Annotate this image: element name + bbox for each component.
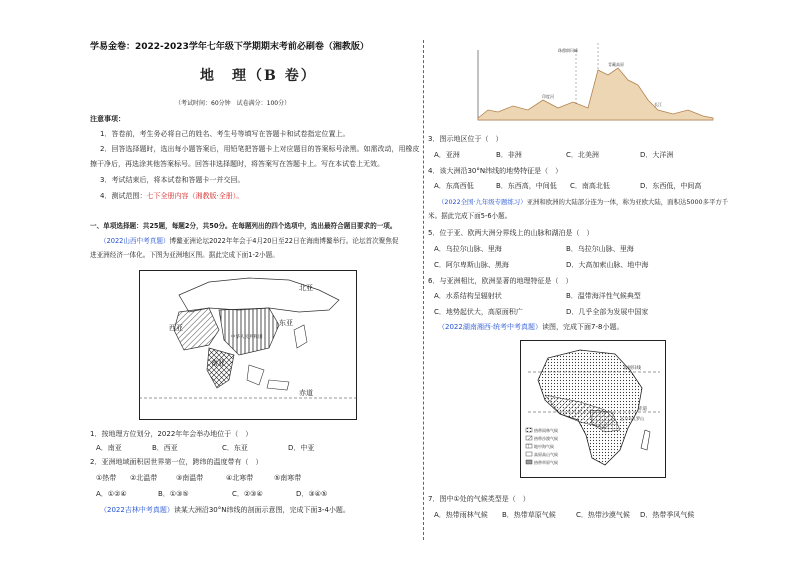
label-tropic: 北回归线 <box>623 366 641 371</box>
context2-source: （2022吉林中考真题） <box>100 506 174 514</box>
profile-label-b: 青藏高原 <box>608 62 624 67</box>
q5-option-b[interactable]: B．乌拉尔山脉、里海 <box>566 245 634 253</box>
q5-option-d[interactable]: D．大高加索山脉、地中海 <box>566 261 649 269</box>
africa-map <box>520 340 666 478</box>
context4-text: 读图，完成下面7-8小题。 <box>542 323 624 331</box>
q4-stem: 4．该大洲沿30°N纬线的地势特征是（ ） <box>428 167 563 175</box>
q1-option-d[interactable]: D．中亚 <box>288 444 315 452</box>
legend-item-4: 高原高山气候 <box>534 452 558 457</box>
q7-option-c[interactable]: C．热带沙漠气候 <box>576 511 630 519</box>
q5-stem: 5．位于亚、欧两大洲分界线上的山脉和湖泊是（ ） <box>428 229 594 237</box>
label-south-asia: 南亚 <box>211 359 225 367</box>
notice-item-4 <box>100 192 243 201</box>
context1-source: （2022山西中考真题） <box>100 237 170 245</box>
q1-option-c[interactable]: C．东亚 <box>222 444 248 452</box>
profile-label-peak: 珠穆朗玛峰 <box>558 48 578 53</box>
context3-line2: 米。据此完成下面5-6小题。 <box>428 212 512 220</box>
q2-item-3: ③南温带 <box>176 474 204 482</box>
context1-line2: 进亚洲经济一体化。下图为亚洲地区图。据此完成下面1-2小题。 <box>90 251 279 259</box>
notice-item-1: 1．答卷前，考生务必将自己的姓名、考生号等填写在答题卡和试卷指定位置上。 <box>100 130 350 138</box>
q1-option-b[interactable]: B．西亚 <box>152 444 178 452</box>
q2-item-5: ⑤南寒带 <box>274 474 302 482</box>
context3-line1 <box>438 198 728 207</box>
q1-stem: 1．按地理方位划分，2022年年会举办地位于（ ） <box>90 430 253 438</box>
q3-option-c[interactable]: C．北美洲 <box>566 151 599 159</box>
q3-stem: 3．图示地区位于（ ） <box>428 135 503 143</box>
q6-stem: 6．与亚洲相比，欧洲显著的地理特征是（ ） <box>428 277 573 285</box>
exam-title: 学易金卷：2022-2023学年七年级下学期期末考前必刷卷（湘教版） <box>90 42 369 52</box>
notice-heading: 注意事项： <box>90 115 125 123</box>
legend-item-2: 热带沙漠气候 <box>534 436 558 441</box>
q2-option-b[interactable]: B．①③⑤ <box>158 490 189 498</box>
q3-option-a[interactable]: A．亚洲 <box>434 151 460 159</box>
profile-label-a: 印度河 <box>542 94 554 99</box>
q1-option-a[interactable]: A．南亚 <box>96 444 122 452</box>
column-divider <box>423 40 424 540</box>
subject-title: 地 理（B 卷） <box>200 68 317 84</box>
asia-map <box>139 270 357 420</box>
q2-item-4: ④北寒带 <box>226 474 254 482</box>
notice-item-2b: 擦干净后，再选涂其他答案标号。回答非选择题时，将答案写在答题卡上。写在本试卷上无效。 <box>90 160 384 168</box>
context2-text: 读某大洲沿30°N纬线的剖面示意图，完成下面3-4小题。 <box>173 506 350 514</box>
label-africa-equator: 赤道 <box>638 407 647 412</box>
q3-option-d[interactable]: D．大洋洲 <box>640 151 674 159</box>
legend-item-1: 热带雨林气候 <box>534 428 558 433</box>
q6-option-a[interactable]: A．水系结构呈辐射状 <box>434 292 502 300</box>
q6-option-d[interactable]: D．几乎全部为发展中国家 <box>566 308 649 316</box>
exam-info: （考试时间：60分钟 试卷满分：100分） <box>175 100 291 107</box>
q4-option-a[interactable]: A．东高西低 <box>434 182 474 190</box>
context3-source: （2022全国·九年级专题练习） <box>438 198 527 206</box>
context1-text-a: 博鳌亚洲论坛2022年年会于4月20日至22日在海南博鳌举行。论坛首次聚焦促 <box>169 237 399 245</box>
q7-stem: 7．图中①处的气候类型是（ ） <box>428 495 530 503</box>
q2-option-c[interactable]: C．②③④ <box>232 490 263 498</box>
q2-stem: 2．亚洲地域面积居世界第一位，跨纬的温度带有（ ） <box>90 458 263 466</box>
label-north-asia: 北亚 <box>299 284 313 292</box>
context3-text-a: 亚洲和欧洲的大陆部分连为一体，称为亚欧大陆，面积达5000多平方千 <box>526 198 729 206</box>
q2-option-d[interactable]: D．③④⑤ <box>296 490 328 498</box>
q5-option-c[interactable]: C．阿尔卑斯山脉、黑海 <box>434 261 509 269</box>
q2-item-1: ①热带 <box>96 474 117 482</box>
q6-option-c[interactable]: C．地势起伏大，高原面积广 <box>434 308 523 316</box>
context1-line1 <box>100 237 399 246</box>
context4-line <box>438 323 623 332</box>
notice-item-3: 3．考试结束后，将本试卷和答题卡一并交回。 <box>100 176 245 184</box>
profile-chart <box>458 40 716 125</box>
q6-option-b[interactable]: B．温带海洋性气候典型 <box>566 292 641 300</box>
label-kilimanjaro: 乞力马扎罗山 <box>620 416 644 421</box>
q5-option-a[interactable]: A．乌拉尔山脉、里海 <box>434 245 502 253</box>
legend-item-3: 地中海气候 <box>534 444 554 449</box>
scope-value: 七下全册内容（湘教版·全册）。 <box>146 192 244 200</box>
notice-item-2: 2．回答选择题时，选出每小题答案后，用铅笔把答题卡上对应题目的答案标号涂黑。如需改动，用橡皮 <box>100 145 420 153</box>
q4-option-b[interactable]: B．东西高，中间低 <box>496 182 557 190</box>
q2-option-a[interactable]: A．①②④ <box>96 490 127 498</box>
q4-option-c[interactable]: C．南高北低 <box>570 182 610 190</box>
profile-label-c: 长江 <box>654 102 662 107</box>
context4-source: （2022湖南湘西·统考中考真题） <box>438 323 543 331</box>
q3-option-b[interactable]: B．非洲 <box>496 151 522 159</box>
legend-item-5: 热带草原气候 <box>534 460 558 465</box>
label-west-asia: 西亚 <box>169 324 183 332</box>
q7-option-d[interactable]: D．热带季风气候 <box>640 511 695 519</box>
label-china: 中华人民共和国 <box>231 335 263 340</box>
label-equator: 赤道 <box>299 389 313 397</box>
section1-heading: 一、单项选择题：共25题，每题2分，共50分。在每题列出的四个选项中，选出最符合题目要求的一项。 <box>90 222 397 230</box>
scope-label: 4．测试范围： <box>100 192 147 200</box>
q2-item-2: ②北温带 <box>130 474 158 482</box>
q4-option-d[interactable]: D．东西低，中间高 <box>640 182 702 190</box>
label-east-asia: 东亚 <box>279 319 293 327</box>
context2-line <box>100 506 350 515</box>
q7-option-a[interactable]: A．热带雨林气候 <box>434 511 488 519</box>
q7-option-b[interactable]: B．热带草原气候 <box>502 511 556 519</box>
